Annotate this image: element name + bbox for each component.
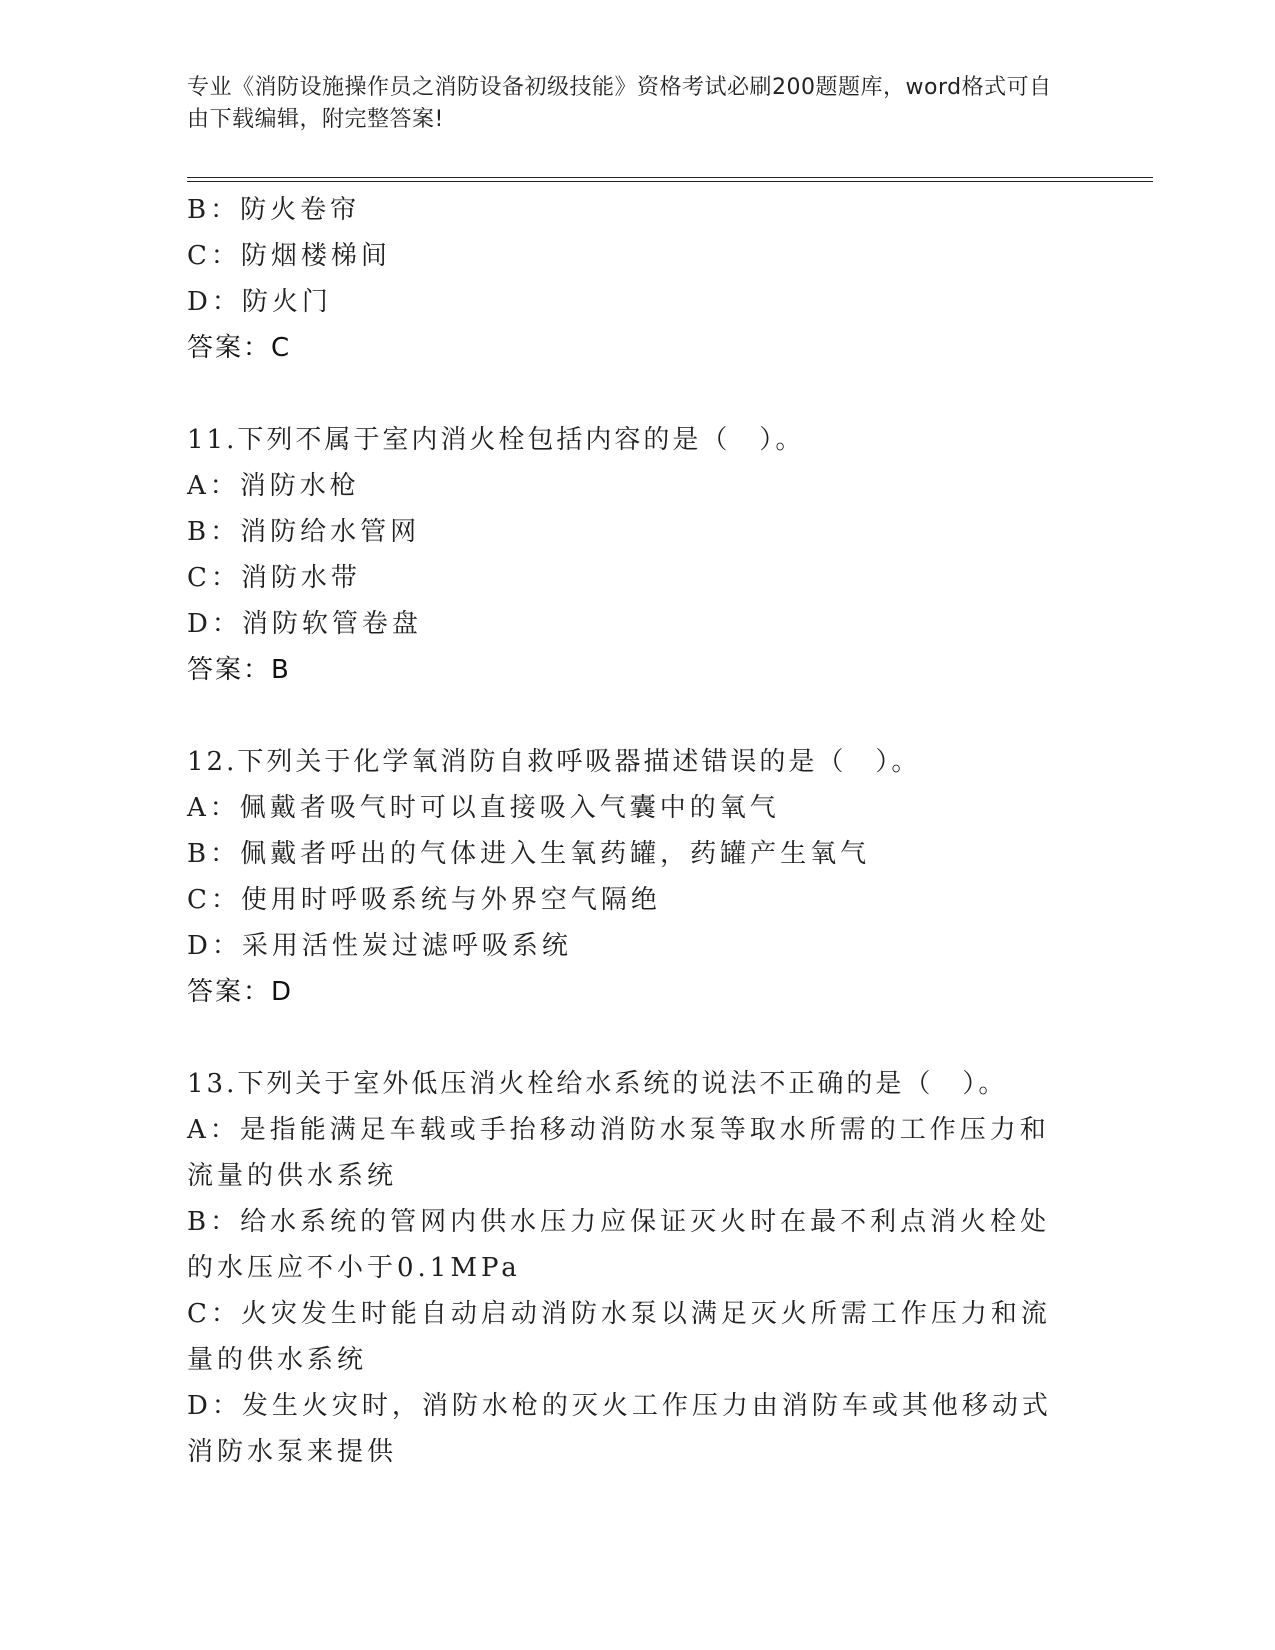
option-d: D：采用活性炭过滤呼吸系统 xyxy=(187,931,572,961)
option-b: B：防火卷帘 xyxy=(187,195,361,225)
question-stem: 11.下列不属于室内消火栓包括内容的是（ ）。 xyxy=(187,425,805,455)
option-b: B：给水系统的管网内供水压力应保证灭火时在最不利点消火栓处的水压应不小于0.1MPa xyxy=(187,1207,1051,1283)
option-a: A：是指能满足车载或手抬移动消防水泵等取水所需的工作压力和流量的供水系统 xyxy=(187,1115,1050,1191)
option-a: A：消防水枪 xyxy=(187,471,360,501)
question-11 xyxy=(187,417,1067,693)
option-c: C：使用时呼吸系统与外界空气隔绝 xyxy=(187,885,661,915)
option-d: D：防火门 xyxy=(187,287,332,317)
answer-line: 答案：B xyxy=(187,655,291,685)
header-divider-bottom xyxy=(187,181,1153,182)
answer-line: 答案：D xyxy=(187,977,294,1007)
question-10-continued xyxy=(187,187,1067,371)
question-list xyxy=(187,187,1067,1475)
question-13 xyxy=(187,1061,1067,1475)
question-12 xyxy=(187,739,1067,1015)
option-c: C：火灾发生时能自动启动消防水泵以满足灭火所需工作压力和流量的供水系统 xyxy=(187,1299,1051,1375)
option-b: B：佩戴者呼出的气体进入生氧药罐，药罐产生氧气 xyxy=(187,839,871,869)
option-c: C：防烟楼梯间 xyxy=(187,241,391,271)
option-c: C：消防水带 xyxy=(187,563,361,593)
option-d: D：发生火灾时，消防水枪的灭火工作压力由消防车或其他移动式消防水泵来提供 xyxy=(187,1391,1052,1467)
question-stem: 12.下列关于化学氧消防自救呼吸器描述错误的是（ ）。 xyxy=(187,747,921,777)
question-stem: 13.下列关于室外低压消火栓给水系统的说法不正确的是（ ）。 xyxy=(187,1069,1008,1099)
document-header: 专业《消防设施操作员之消防设备初级技能》资格考试必刷200题题库，word格式可自由下载编辑，附完整答案! xyxy=(187,75,1052,132)
option-b: B：消防给水管网 xyxy=(187,517,421,547)
option-a: A：佩戴者吸气时可以直接吸入气囊中的氧气 xyxy=(187,793,780,823)
option-d: D：消防软管卷盘 xyxy=(187,609,422,639)
header-divider-top xyxy=(187,177,1153,178)
answer-line: 答案：C xyxy=(187,333,292,363)
